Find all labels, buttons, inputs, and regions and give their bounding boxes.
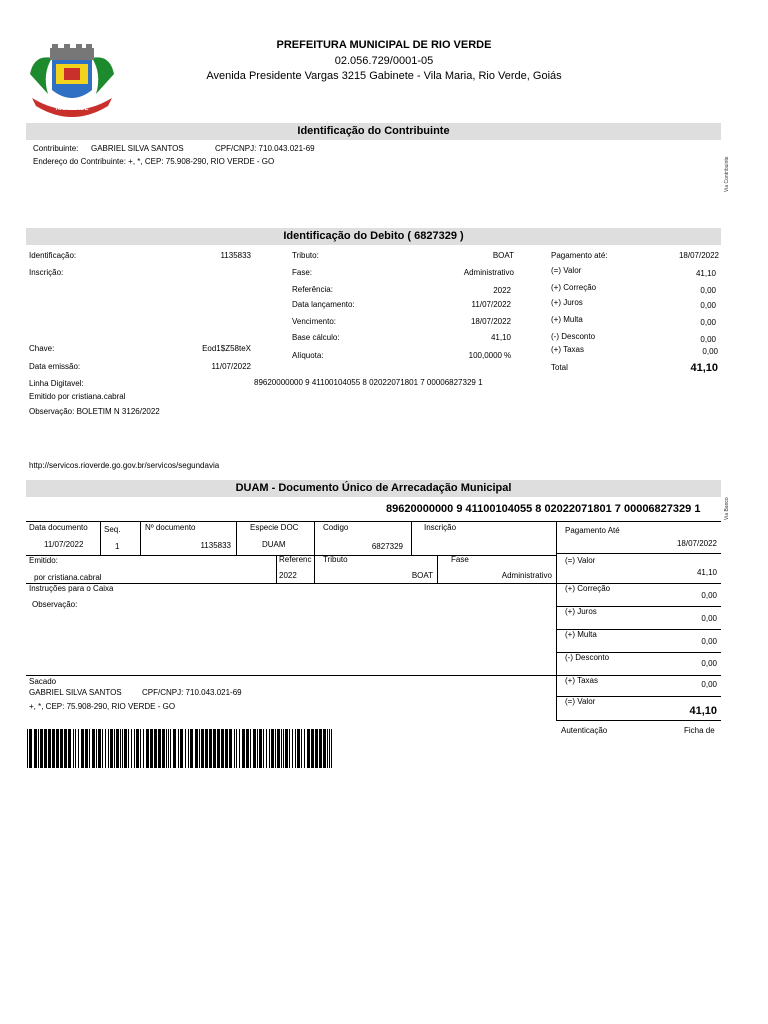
duam-ficha-label: Ficha de — [684, 726, 715, 735]
duam-line-r1 — [556, 553, 721, 554]
barcode-bar — [295, 729, 296, 768]
duam-section-title: DUAM - Documento Único de Arrecadação Municipal — [26, 480, 721, 497]
barcode-bar — [277, 729, 280, 768]
barcode-bar — [201, 729, 204, 768]
duam-codigo-label: Codigo — [323, 523, 349, 532]
duam-ndoc-label: Nº documento — [145, 523, 196, 532]
barcode-bar — [225, 729, 228, 768]
duam-line-c2 — [140, 521, 141, 555]
barcode-bar — [89, 729, 90, 768]
duam-valor2-label: (=) Valor — [565, 697, 596, 706]
barcode-bar — [75, 729, 76, 768]
barcode-bar — [246, 729, 249, 768]
barcode-bar — [154, 729, 157, 768]
barcode-bar — [136, 729, 139, 768]
duam-tributo-value: BOAT — [411, 571, 433, 580]
duam-data-doc-value: 11/07/2022 — [44, 540, 84, 549]
barcode-bar — [297, 729, 300, 768]
duam-valor2-value: 41,10 — [689, 705, 717, 717]
contribuinte-name: GABRIEL SILVA SANTOS — [91, 144, 184, 153]
barcode-bar — [257, 729, 258, 768]
barcode-bar — [195, 729, 198, 768]
duam-line-c3 — [236, 521, 237, 555]
duam-line-c6 — [276, 555, 277, 583]
barcode-bar — [34, 729, 37, 768]
valor-value: 41,10 — [695, 269, 716, 278]
duam-linha-digitavel: 89620000000 9 41100104055 8 02022071801 7 00006827329 1 — [386, 503, 701, 515]
linha-digitavel-label: Linha Digitavel: — [29, 379, 84, 388]
barcode-bar — [331, 729, 332, 768]
barcode-bar — [266, 729, 267, 768]
barcode-bar — [162, 729, 165, 768]
via-contribuinte-label: Via Contribuinte — [724, 156, 730, 192]
tributo-value: BOAT — [492, 251, 514, 260]
header-address: Avenida Presidente Vargas 3215 Gabinete - Vila Maria, Rio Verde, Goiás — [206, 70, 562, 82]
barcode-bar — [85, 729, 88, 768]
data-emissao-value: 11/07/2022 — [211, 362, 251, 371]
base-calculo-value: 41,10 — [490, 333, 511, 342]
barcode-bar — [190, 729, 193, 768]
desconto-value: 0,00 — [700, 335, 716, 344]
barcode-bar — [143, 729, 144, 768]
barcode-bar — [44, 729, 47, 768]
segunda-via-link[interactable]: http://servicos.rioverde.go.gov.br/servicos/segundavia — [29, 461, 220, 470]
contribuinte-label: Contribuinte: — [33, 144, 79, 153]
barcode-bar — [327, 729, 328, 768]
barcode-bar — [315, 729, 318, 768]
duam-taxas-value: 0,00 — [701, 680, 717, 689]
inscricao-label: Inscrição: — [29, 268, 64, 277]
duam-sacado-address: +, *, CEP: 75.908-290, RIO VERDE - GO — [29, 702, 176, 711]
barcode-bar — [217, 729, 220, 768]
barcode-bar — [73, 729, 74, 768]
barcode-bar — [120, 729, 121, 768]
duam-referenc-value: 2022 — [279, 571, 297, 580]
juros-value: 0,00 — [700, 301, 716, 310]
duam-line-c1 — [100, 521, 101, 555]
barcode-bar — [213, 729, 216, 768]
barcode-bar — [105, 729, 106, 768]
barcode-bar — [56, 729, 59, 768]
barcode-bar — [173, 729, 176, 768]
observacao-text: Observação: BOLETIM N 3126/2022 — [29, 407, 160, 416]
duam-ndoc-value: 1135833 — [200, 541, 231, 550]
duam-emitido-label: Emitido: — [29, 556, 58, 565]
contribuinte-section-title: Identificação do Contribuinte — [26, 123, 721, 140]
pagamento-ate-label: Pagamento até: — [551, 251, 608, 260]
barcode-bar — [269, 729, 270, 768]
barcode-bar — [170, 729, 171, 768]
duam-sacado-label: Sacado — [29, 677, 57, 686]
contribuinte-doc: CPF/CNPJ: 710.043.021-69 — [215, 144, 315, 153]
identificacao-label: Identificação: — [29, 251, 77, 260]
city-seal-logo — [24, 44, 120, 120]
valor-label: (=) Valor — [551, 266, 582, 275]
barcode-bar — [205, 729, 208, 768]
taxas-value: 0,00 — [702, 347, 718, 356]
total-label: Total — [551, 363, 568, 372]
duam-line-sacado — [26, 675, 721, 676]
fase-value: Administrativo — [463, 268, 514, 277]
desconto-label: (-) Desconto — [551, 332, 596, 341]
referencia-label: Referência: — [292, 285, 333, 294]
juros-label: (+) Juros — [551, 298, 583, 307]
barcode-bar — [64, 729, 67, 768]
barcode-bar — [301, 729, 302, 768]
barcode-bar — [108, 729, 109, 768]
barcode-bar — [319, 729, 322, 768]
duam-correcao-value: 0,00 — [701, 591, 717, 600]
barcode-bar — [304, 729, 305, 768]
duam-pag-ate-value: 18/07/2022 — [676, 539, 717, 548]
barcode-bar — [180, 729, 183, 768]
barcode-bar — [250, 729, 251, 768]
contribuinte-address: Endereço do Contribuinte: +, *, CEP: 75.908-290, RIO VERDE - GO — [33, 157, 275, 166]
duam-autenticacao-label: Autenticação — [561, 726, 608, 735]
barcode-bar — [229, 729, 232, 768]
barcode-bar — [166, 729, 167, 768]
barcode-bar — [221, 729, 224, 768]
duam-line-r7 — [556, 720, 721, 721]
barcode-bar — [242, 729, 245, 768]
total-value: 41,10 — [690, 362, 718, 374]
barcode-bar — [92, 729, 95, 768]
emitido-text: Emitido por cristiana.cabral — [29, 392, 126, 401]
barcode-bar — [134, 729, 135, 768]
duam-line-top — [26, 521, 721, 522]
barcode-bar — [98, 729, 101, 768]
duam-especie-value: DUAM — [262, 540, 286, 549]
header-title: PREFEITURA MUNICIPAL DE RIO VERDE — [276, 39, 492, 51]
barcode-bar — [323, 729, 326, 768]
duam-line-right-col — [556, 521, 557, 720]
duam-multa-label: (+) Multa — [565, 630, 597, 639]
duam-taxas-label: (+) Taxas — [565, 676, 598, 685]
duam-line-c4 — [314, 521, 315, 583]
barcode — [27, 729, 335, 768]
duam-codigo-value: 6827329 — [371, 542, 403, 551]
barcode-bar — [199, 729, 200, 768]
barcode-bar — [178, 729, 179, 768]
identificacao-value: 1135833 — [220, 251, 251, 260]
barcode-bar — [271, 729, 274, 768]
aliquota-label: Alíquota: — [292, 351, 324, 360]
barcode-bar — [146, 729, 149, 768]
multa-label: (+) Multa — [551, 315, 583, 324]
barcode-bar — [236, 729, 237, 768]
barcode-bar — [188, 729, 189, 768]
barcode-bar — [40, 729, 43, 768]
tributo-label: Tributo: — [292, 251, 319, 260]
referencia-value: 2022 — [493, 286, 511, 295]
duam-desconto-label: (-) Desconto — [565, 653, 610, 662]
barcode-bar — [110, 729, 113, 768]
duam-valor-label: (=) Valor — [565, 556, 596, 565]
barcode-bar — [209, 729, 212, 768]
duam-referenc-label: Referenc — [279, 555, 312, 564]
duam-fase-label: Fase — [451, 555, 469, 564]
duam-juros-label: (+) Juros — [565, 607, 597, 616]
chave-label: Chave: — [29, 344, 55, 353]
data-emissao-label: Data emissão: — [29, 362, 81, 371]
duam-inscricao-label: Inscrição — [424, 523, 457, 532]
fase-label: Fase: — [292, 268, 313, 277]
correcao-value: 0,00 — [700, 286, 716, 295]
barcode-bar — [150, 729, 153, 768]
barcode-bar — [329, 729, 330, 768]
barcode-bar — [48, 729, 51, 768]
barcode-bar — [38, 729, 39, 768]
barcode-bar — [114, 729, 115, 768]
barcode-bar — [283, 729, 284, 768]
vencimento-value: 18/07/2022 — [470, 317, 511, 326]
debito-section-title: Identificação do Debito ( 6827329 ) — [26, 228, 721, 245]
barcode-bar — [102, 729, 103, 768]
barcode-bar — [131, 729, 132, 768]
multa-value: 0,00 — [700, 318, 716, 327]
barcode-bar — [285, 729, 288, 768]
data-lancamento-label: Data lançamento: — [292, 300, 355, 309]
duam-pag-ate-label: Pagamento Até — [565, 526, 620, 535]
barcode-bar — [234, 729, 235, 768]
correcao-label: (+) Correção — [551, 283, 597, 292]
duam-fase-value: Administrativo — [501, 571, 552, 580]
barcode-bar — [140, 729, 141, 768]
barcode-bar — [259, 729, 262, 768]
barcode-bar — [289, 729, 290, 768]
duam-data-doc-label: Data documento — [29, 523, 88, 532]
duam-multa-value: 0,00 — [701, 637, 717, 646]
vencimento-label: Vencimento: — [292, 317, 337, 326]
barcode-bar — [27, 729, 28, 768]
barcode-bar — [60, 729, 63, 768]
barcode-bar — [81, 729, 84, 768]
barcode-bar — [307, 729, 310, 768]
duam-line-c5 — [411, 521, 412, 555]
duam-seq-label: Seq. — [104, 525, 121, 534]
seal-text: RIO VERDE — [55, 106, 89, 112]
barcode-bar — [128, 729, 129, 768]
base-calculo-label: Base cálculo: — [292, 333, 340, 342]
via-banco-label: Via Banco — [724, 497, 730, 520]
barcode-bar — [292, 729, 293, 768]
duam-emitido-value: por cristiana.cabral — [34, 573, 102, 582]
data-lancamento-value: 11/07/2022 — [471, 300, 511, 309]
taxas-label: (+) Taxas — [551, 345, 584, 354]
barcode-bar — [263, 729, 264, 768]
pagamento-ate-value: 18/07/2022 — [678, 251, 719, 260]
barcode-bar — [29, 729, 32, 768]
duam-correcao-label: (+) Correção — [565, 584, 611, 593]
barcode-bar — [253, 729, 256, 768]
linha-digitavel-value: 89620000000 9 41100104055 8 02022071801 7 00006827329 1 — [254, 378, 483, 387]
barcode-bar — [168, 729, 169, 768]
barcode-bar — [96, 729, 97, 768]
duam-valor-value: 41,10 — [696, 568, 717, 577]
duam-observacao-label: Observação: — [32, 600, 78, 609]
aliquota-value: 100,0000 — [468, 351, 502, 360]
duam-desconto-value: 0,00 — [701, 659, 717, 668]
barcode-bar — [281, 729, 282, 768]
barcode-bar — [275, 729, 276, 768]
barcode-bar — [311, 729, 314, 768]
duam-line-c7 — [437, 555, 438, 583]
duam-instrucoes-label: Instruções para o Caixa — [29, 584, 114, 593]
barcode-bar — [239, 729, 240, 768]
barcode-bar — [52, 729, 55, 768]
duam-especie-label: Especie DOC — [250, 523, 299, 532]
duam-seq-value: 1 — [115, 542, 120, 551]
barcode-bar — [122, 729, 123, 768]
duam-juros-value: 0,00 — [701, 614, 717, 623]
header-cnpj: 02.056.729/0001-05 — [334, 55, 434, 67]
duam-tributo-label: Tributo — [323, 555, 348, 564]
barcode-bar — [185, 729, 186, 768]
duam-sacado-name: GABRIEL SILVA SANTOS — [29, 688, 122, 697]
aliquota-unit: % — [504, 351, 512, 360]
barcode-bar — [116, 729, 119, 768]
barcode-bar — [78, 729, 79, 768]
chave-value: Eod1$Z58teX — [202, 344, 251, 353]
barcode-bar — [158, 729, 161, 768]
barcode-bar — [124, 729, 127, 768]
duam-sacado-doc: CPF/CNPJ: 710.043.021-69 — [142, 688, 242, 697]
barcode-bar — [68, 729, 71, 768]
